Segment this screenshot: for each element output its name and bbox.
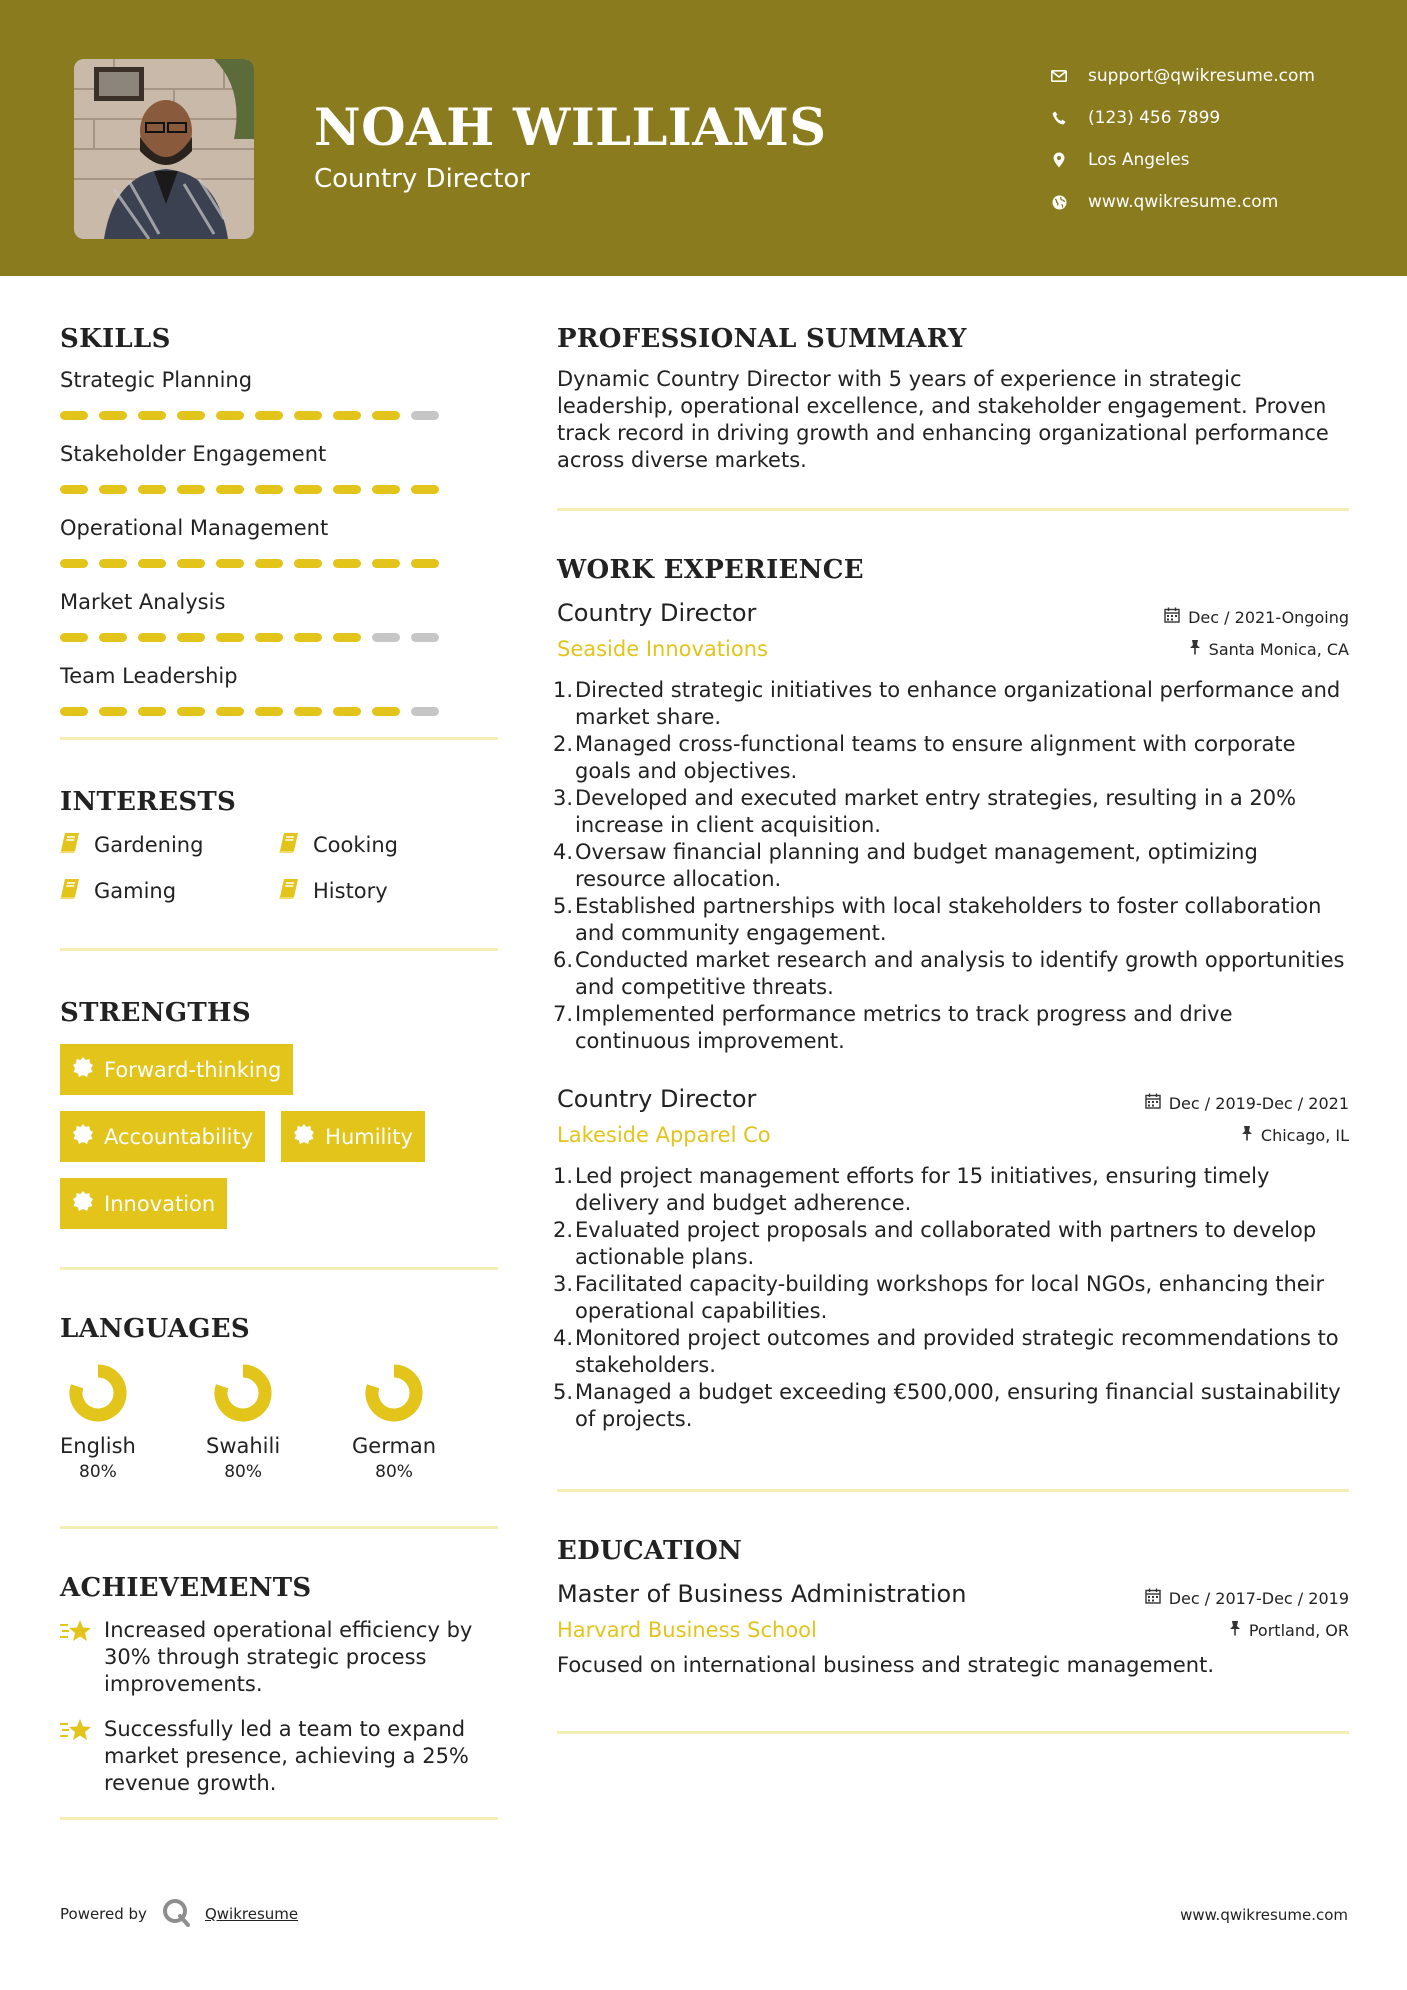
powered-by: [60, 1897, 298, 1931]
candidate-role: Country Director: [314, 164, 530, 194]
right-column: [557, 276, 1349, 1734]
duty-item: Conducted market research and analysis to identify growth opportunities and competitive threats.: [575, 948, 1345, 999]
skill-dot-filled: [372, 485, 400, 494]
section-divider: [60, 737, 498, 740]
skill-dot-filled: [138, 485, 166, 494]
skill-dot-filled: [60, 485, 88, 494]
contact-location: [1050, 139, 1390, 181]
section-divider: [60, 948, 498, 951]
skill-dot-filled: [294, 411, 322, 420]
interest-item: [60, 877, 279, 905]
skill-name: Strategic Planning: [60, 368, 253, 392]
star-icon: [60, 1617, 94, 1698]
language-item: [352, 1358, 498, 1482]
skill-dot-filled: [216, 559, 244, 568]
language-percent: 80%: [375, 1462, 413, 1482]
skill-dot-filled: [294, 707, 322, 716]
skill-dot-filled: [177, 707, 205, 716]
skills-list: [60, 366, 498, 718]
summary-title: PROFESSIONAL SUMMARY: [557, 324, 967, 354]
section-divider: [60, 1526, 498, 1529]
book-icon: [60, 878, 80, 905]
achievement-item: [60, 1617, 498, 1698]
duty-item: Led project management efforts for 15 initiatives, ensuring timely delivery and budget adherence.: [575, 1164, 1270, 1215]
skill-dot-filled: [333, 411, 361, 420]
skill-dot-filled: [138, 707, 166, 716]
strength-label: Accountability: [104, 1124, 254, 1149]
language-progress-arc: [76, 1371, 120, 1415]
pushpin-icon: [1189, 639, 1201, 659]
strengths-title: STRENGTHS: [60, 998, 251, 1028]
skills-title: SKILLS: [60, 324, 171, 354]
badge-icon: [72, 1123, 94, 1150]
education-date-text: Dec / 2017-Dec / 2019: [1168, 1588, 1349, 1608]
interest-item: [60, 831, 279, 859]
job-date-text: Dec / 2021-Ongoing: [1188, 607, 1349, 627]
skill-dot-filled: [255, 411, 283, 420]
interests-list: [60, 831, 498, 905]
skill-rating: [60, 704, 498, 718]
duty-item: Directed strategic initiatives to enhance organizational performance and market share.: [575, 678, 1341, 729]
interest-label: Gardening: [94, 833, 204, 857]
skill-dot-filled: [177, 633, 205, 642]
skill-dot-filled: [372, 411, 400, 420]
phone-icon: [1050, 109, 1068, 127]
language-item: [206, 1358, 352, 1482]
skill-dot-filled: [138, 411, 166, 420]
language-item: [60, 1358, 206, 1482]
section-divider: [557, 508, 1349, 511]
education-description: Focused on international business and strategic management.: [557, 1653, 1215, 1677]
skill-dot-filled: [99, 633, 127, 642]
skill-name: Operational Management: [60, 516, 329, 540]
interest-label: History: [313, 879, 388, 903]
duty-item: Facilitated capacity-building workshops for local NGOs, enhancing their operational capabilities.: [575, 1272, 1325, 1323]
strength-label: Humility: [325, 1124, 413, 1149]
strength-tag: [281, 1111, 425, 1162]
duty-item: Implemented performance metrics to track progress and drive continuous improvement.: [575, 1002, 1233, 1053]
badge-icon: [293, 1123, 315, 1150]
job-duties: [557, 1163, 1349, 1433]
skill-name: Team Leadership: [60, 664, 238, 688]
envelope-icon: [1050, 67, 1068, 85]
skill-item: [60, 366, 498, 422]
skill-dot-filled: [60, 633, 88, 642]
job-title: Country Director: [557, 1085, 757, 1113]
skill-dot-filled: [333, 707, 361, 716]
profile-photo: [74, 59, 254, 239]
qwikresume-logo-icon: [161, 1897, 191, 1931]
language-name: German: [352, 1434, 437, 1458]
skill-dot-filled: [294, 633, 322, 642]
badge-icon: [72, 1190, 94, 1217]
contact-phone[interactable]: [1050, 97, 1390, 139]
interest-label: Cooking: [313, 833, 398, 857]
language-percent: 80%: [224, 1462, 262, 1482]
company-name: Lakeside Apparel Co: [557, 1123, 771, 1147]
skill-dot-filled: [294, 559, 322, 568]
globe-icon: [1050, 193, 1068, 211]
contact-phone-text: (123) 456 7899: [1088, 108, 1221, 128]
skill-dot-filled: [99, 707, 127, 716]
experience-title: WORK EXPERIENCE: [557, 555, 864, 585]
duty-item: Established partnerships with local stakeholders to foster collaboration and community engagement.: [575, 894, 1322, 945]
achievement-item: [60, 1716, 498, 1797]
skill-dot-empty: [372, 633, 400, 642]
skill-dot-filled: [138, 559, 166, 568]
skill-dot-empty: [411, 707, 439, 716]
book-icon: [279, 878, 299, 905]
strength-tag: [60, 1178, 227, 1229]
job-location-text: Chicago, IL: [1260, 1125, 1349, 1145]
section-divider: [60, 1267, 498, 1270]
skill-dot-filled: [255, 633, 283, 642]
contact-location-text: Los Angeles: [1088, 150, 1190, 170]
skill-dot-filled: [333, 633, 361, 642]
achievements-list: [60, 1617, 498, 1797]
skill-dot-filled: [333, 559, 361, 568]
skill-dot-filled: [177, 485, 205, 494]
language-progress-ring: [63, 1358, 133, 1428]
book-icon: [60, 832, 80, 859]
duty-item: Managed a budget exceeding €500,000, ensuring financial sustainability of projects.: [575, 1380, 1341, 1431]
skill-dot-filled: [411, 485, 439, 494]
skill-rating: [60, 408, 498, 422]
language-name: Swahili: [206, 1434, 281, 1458]
language-progress-ring: [359, 1358, 429, 1428]
section-divider: [557, 1489, 1349, 1492]
achievement-text: Increased operational efficiency by 30% through strategic process improvements.: [104, 1618, 473, 1696]
skill-name: Stakeholder Engagement: [60, 442, 327, 466]
badge-icon: [72, 1056, 94, 1083]
pushpin-icon: [1241, 1125, 1253, 1145]
skill-dot-empty: [411, 411, 439, 420]
language-name: English: [60, 1434, 136, 1458]
contact-website-text: www.qwikresume.com: [1088, 192, 1279, 212]
skill-item: [60, 662, 498, 718]
qwikresume-link[interactable]: Qwikresume: [204, 1905, 299, 1923]
strength-tag: [60, 1044, 293, 1095]
strength-tag: [60, 1111, 265, 1162]
skill-dot-filled: [333, 485, 361, 494]
job-entry: [557, 1085, 1349, 1433]
calendar-icon: [1145, 1093, 1161, 1113]
skill-dot-filled: [138, 633, 166, 642]
languages-title: LANGUAGES: [60, 1314, 250, 1344]
contact-list: [1050, 55, 1390, 223]
language-percent: 80%: [79, 1462, 117, 1482]
calendar-icon: [1164, 607, 1180, 627]
education-entry: [557, 1580, 1349, 1679]
pushpin-icon: [1229, 1620, 1241, 1640]
skill-dot-filled: [216, 485, 244, 494]
section-divider: [60, 1817, 498, 1820]
duty-item: Managed cross-functional teams to ensure alignment with corporate goals and objectives.: [575, 732, 1296, 783]
skill-dot-filled: [99, 559, 127, 568]
job-entry: [557, 599, 1349, 1055]
duty-item: Monitored project outcomes and provided strategic recommendations to stakeholders.: [575, 1326, 1339, 1377]
education-location-text: Portland, OR: [1248, 1620, 1349, 1640]
summary-text: Dynamic Country Director with 5 years of experience in strategic leadership, operational excellence, and stakeholder engagement. Proven track record in driving growth and enhancing organizational performance across diverse markets.: [557, 367, 1329, 472]
skill-dot-filled: [216, 633, 244, 642]
skill-dot-empty: [411, 633, 439, 642]
map-pin-icon: [1050, 151, 1068, 169]
contact-email-text: support@qwikresume.com: [1088, 66, 1315, 86]
calendar-icon: [1145, 1588, 1161, 1608]
company-name: Seaside Innovations: [557, 637, 768, 661]
skill-dot-filled: [216, 707, 244, 716]
education-title: EDUCATION: [557, 1536, 743, 1566]
strength-label: Forward-thinking: [104, 1057, 282, 1082]
achievement-text: Successfully led a team to expand market presence, achieving a 25% revenue growth.: [104, 1717, 469, 1795]
job-date-text: Dec / 2019-Dec / 2021: [1168, 1093, 1349, 1113]
skill-name: Market Analysis: [60, 590, 226, 614]
book-icon: [279, 832, 299, 859]
interest-label: Gaming: [94, 879, 177, 903]
skill-dot-filled: [99, 485, 127, 494]
interest-item: [279, 877, 498, 905]
resume-header: [0, 0, 1407, 276]
skill-dot-filled: [372, 559, 400, 568]
duty-item: Developed and executed market entry strategies, resulting in a 20% increase in client acquisition.: [575, 786, 1297, 837]
job-duties: [557, 677, 1349, 1055]
powered-by-label: Powered by: [60, 1905, 147, 1923]
language-progress-ring: [208, 1358, 278, 1428]
skill-rating: [60, 482, 498, 496]
skill-dot-filled: [177, 411, 205, 420]
contact-email[interactable]: [1050, 55, 1390, 97]
skill-dot-filled: [255, 485, 283, 494]
skill-dot-filled: [255, 707, 283, 716]
strengths-list: [60, 1044, 498, 1229]
skill-dot-filled: [177, 559, 205, 568]
degree-title: Master of Business Administration: [557, 1580, 967, 1608]
languages-list: [60, 1358, 498, 1482]
language-progress-arc: [221, 1371, 265, 1415]
language-progress-arc: [372, 1371, 416, 1415]
job-title: Country Director: [557, 599, 757, 627]
skill-dot-filled: [60, 411, 88, 420]
school-name: Harvard Business School: [557, 1618, 817, 1642]
skill-item: [60, 514, 498, 570]
skill-item: [60, 440, 498, 496]
skill-item: [60, 588, 498, 644]
skill-rating: [60, 556, 498, 570]
skill-dot-filled: [99, 411, 127, 420]
skill-dot-filled: [411, 559, 439, 568]
contact-website[interactable]: [1050, 181, 1390, 223]
skill-rating: [60, 630, 498, 644]
duty-item: Oversaw financial planning and budget management, optimizing resource allocation.: [575, 840, 1258, 891]
skill-dot-filled: [60, 707, 88, 716]
job-location-text: Santa Monica, CA: [1208, 639, 1349, 659]
section-divider: [557, 1731, 1349, 1734]
interests-title: INTERESTS: [60, 787, 237, 817]
footer-website-link[interactable]: www.qwikresume.com: [1180, 1906, 1348, 1924]
left-column: [60, 276, 498, 1820]
skill-dot-filled: [255, 559, 283, 568]
skill-dot-filled: [294, 485, 322, 494]
skill-dot-filled: [372, 707, 400, 716]
strength-label: Innovation: [104, 1191, 216, 1216]
interest-item: [279, 831, 498, 859]
duty-item: Evaluated project proposals and collaborated with partners to develop actionable plans.: [575, 1218, 1317, 1269]
star-icon: [60, 1716, 94, 1797]
skill-dot-filled: [216, 411, 244, 420]
skill-dot-filled: [60, 559, 88, 568]
candidate-name: NOAH WILLIAMS: [314, 98, 827, 158]
achievements-title: ACHIEVEMENTS: [60, 1573, 312, 1603]
